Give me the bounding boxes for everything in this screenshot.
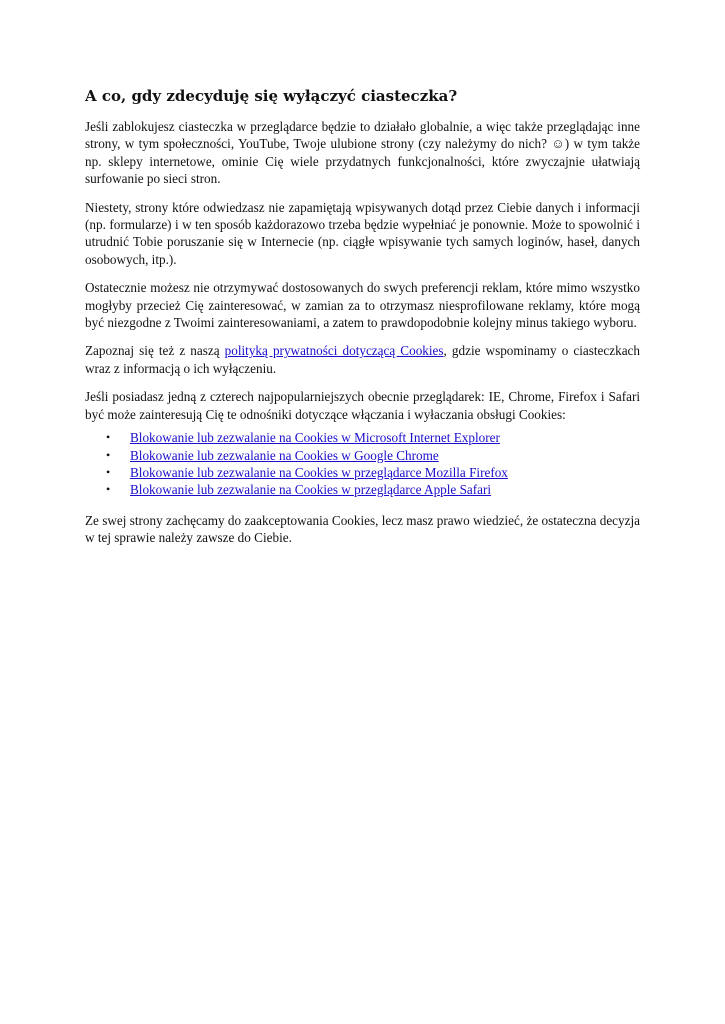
- paragraph-ads: Ostatecznie możesz nie otrzymywać dostosowanych do swych preferencji reklam, które mimo wszystko mogłyby przecież Cię zainteresować, w zamian za to otrzymasz niesprofilowane reklamy, które mogą być niezgodne z Twoimi zainteresowaniami, a zatem to prawdopodobnie kolejny minus takiego wyboru.: [85, 280, 640, 331]
- page-heading: A co, gdy zdecyduję się wyłączyć ciasteczka?: [85, 87, 458, 105]
- link-internet-explorer[interactable]: Blokowanie lub zezwalanie na Cookies w Microsoft Internet Explorer: [130, 430, 500, 446]
- paragraph-browsers: Jeśli posiadasz jedną z czterech najpopularniejszych obecnie przeglądarek: IE, Chrome, Firefox i Safari być może zainteresują Cię te odnośniki dotyczące włączania i wyłaczania obsługi Cookies:: [85, 389, 640, 422]
- bullet-icon: •: [106, 464, 111, 479]
- link-mozilla-firefox[interactable]: Blokowanie lub zezwalanie na Cookies w przeglądarce Mozilla Firefox: [130, 464, 508, 480]
- document-page: [85, 86, 640, 558]
- paragraph-blocking-cookies: Jeśli zablokujesz ciasteczka w przeglądarce będzie to działało globalnie, a więc także przeglądając inne strony, w tym społeczności, YouTube, Twoje ulubione strony (czy należymy do nich? ☺) w tym także np. sklepy internetowe, ominie Cię wiele przydatnych funkcjonalności, które zwyczajnie ułatwiają surfowanie po sieci stron.: [85, 119, 640, 187]
- paragraph-privacy-policy: [85, 342, 640, 377]
- browser-links-list: [85, 429, 640, 499]
- privacy-text-after: , gdzie wspominamy o ciasteczkach wraz z informacją o ich wyłączeniu.: [85, 343, 641, 376]
- list-item: [85, 447, 640, 464]
- list-item: [85, 481, 640, 498]
- privacy-text-before: Zapoznaj się też z naszą: [85, 343, 225, 359]
- bullet-icon: •: [106, 482, 111, 497]
- link-apple-safari[interactable]: Blokowanie lub zezwalanie na Cookies w przeglądarce Apple Safari: [130, 482, 492, 498]
- paragraph-conclusion: Ze swej strony zachęcamy do zaakceptowania Cookies, lecz masz prawo wiedzieć, że ostateczna decyzja w tej sprawie należy zawsze do Ciebie.: [85, 512, 640, 546]
- bullet-icon: •: [106, 430, 111, 445]
- link-google-chrome[interactable]: Blokowanie lub zezwalanie na Cookies w Google Chrome: [130, 447, 439, 463]
- list-item: [85, 429, 640, 446]
- bullet-icon: •: [106, 447, 111, 462]
- list-item: [85, 464, 640, 481]
- privacy-policy-link[interactable]: polityką prywatności dotyczącą Cookies: [224, 343, 444, 359]
- paragraph-forms-data: Niestety, strony które odwiedzasz nie zapamiętają wpisywanych dotąd przez Ciebie danych i informacji (np. formularze) i w ten sposób każdorazowo trzeba będzie wypełniać je ponownie. Może to spowolnić i utrudnić Tobie poruszanie się w Internecie (np. ciągłe wpisywanie tych samych loginów, haseł, danych osobowych, itp.).: [85, 199, 640, 267]
